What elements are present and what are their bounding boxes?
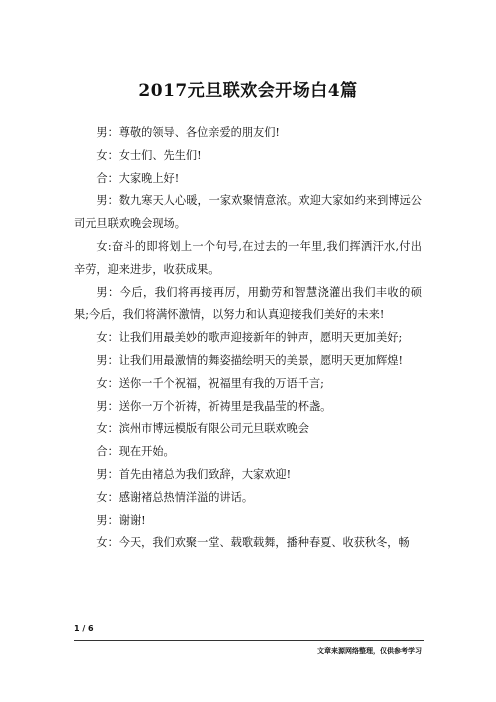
paragraph: 男：让我们用最激情的舞姿描绘明天的美景，愿明天更加辉煌! [96, 353, 403, 367]
paragraph: 女：滨州市博远模版有限公司元旦联欢晚会 [96, 422, 309, 436]
paragraph: 女：送你一千个祝福，祝福里有我的万语千言; [96, 376, 324, 390]
paragraph: 男：送你一万个祈祷，祈祷里是我晶莹的杯盏。 [96, 399, 332, 413]
document-body [74, 122, 422, 555]
footer-divider [74, 640, 424, 641]
paragraph: 女:奋斗的即将划上一个句号,在过去的一年里,我们挥洒汗水,付出辛劳，迎来进步，收获成果。 [74, 239, 422, 276]
paragraph: 男：尊敬的领导、各位亲爱的朋友们! [96, 126, 280, 139]
footer-note: 文章来源网络整理，仅供参考学习 [317, 647, 422, 655]
paragraph: 女：女士们、先生们! [96, 148, 202, 162]
paragraph: 男：谢谢! [96, 513, 146, 527]
paragraph: 男：首先由褚总为我们致辞，大家欢迎! [96, 467, 292, 481]
paragraph: 女：感谢褚总热情洋溢的讲话。 [96, 490, 254, 504]
paragraph: 男：数九寒天人心暖，一家欢聚情意浓。欢迎大家如约来到博远公司元旦联欢晚会现场。 [74, 194, 422, 231]
paragraph: 女：让我们用最美妙的歌声迎接新年的钟声，愿明天更加美好; [96, 331, 403, 345]
paragraph: 合：大家晚上好! [96, 171, 180, 185]
paragraph: 男：今后，我们将再接再厉，用勤劳和智慧浇灌出我们丰收的硕果;今后，我们将满怀激情，以努力和认真迎接我们美好的未来! [74, 285, 422, 322]
document-title: 2017元旦联欢会开场白4篇 [138, 81, 358, 101]
page-number: 1 / 6 [74, 624, 94, 633]
paragraph: 女：今天，我们欢聚一堂、载歌载舞，播种春夏、收获秋冬，畅 [96, 536, 410, 550]
paragraph: 合：现在开始。 [96, 445, 175, 459]
